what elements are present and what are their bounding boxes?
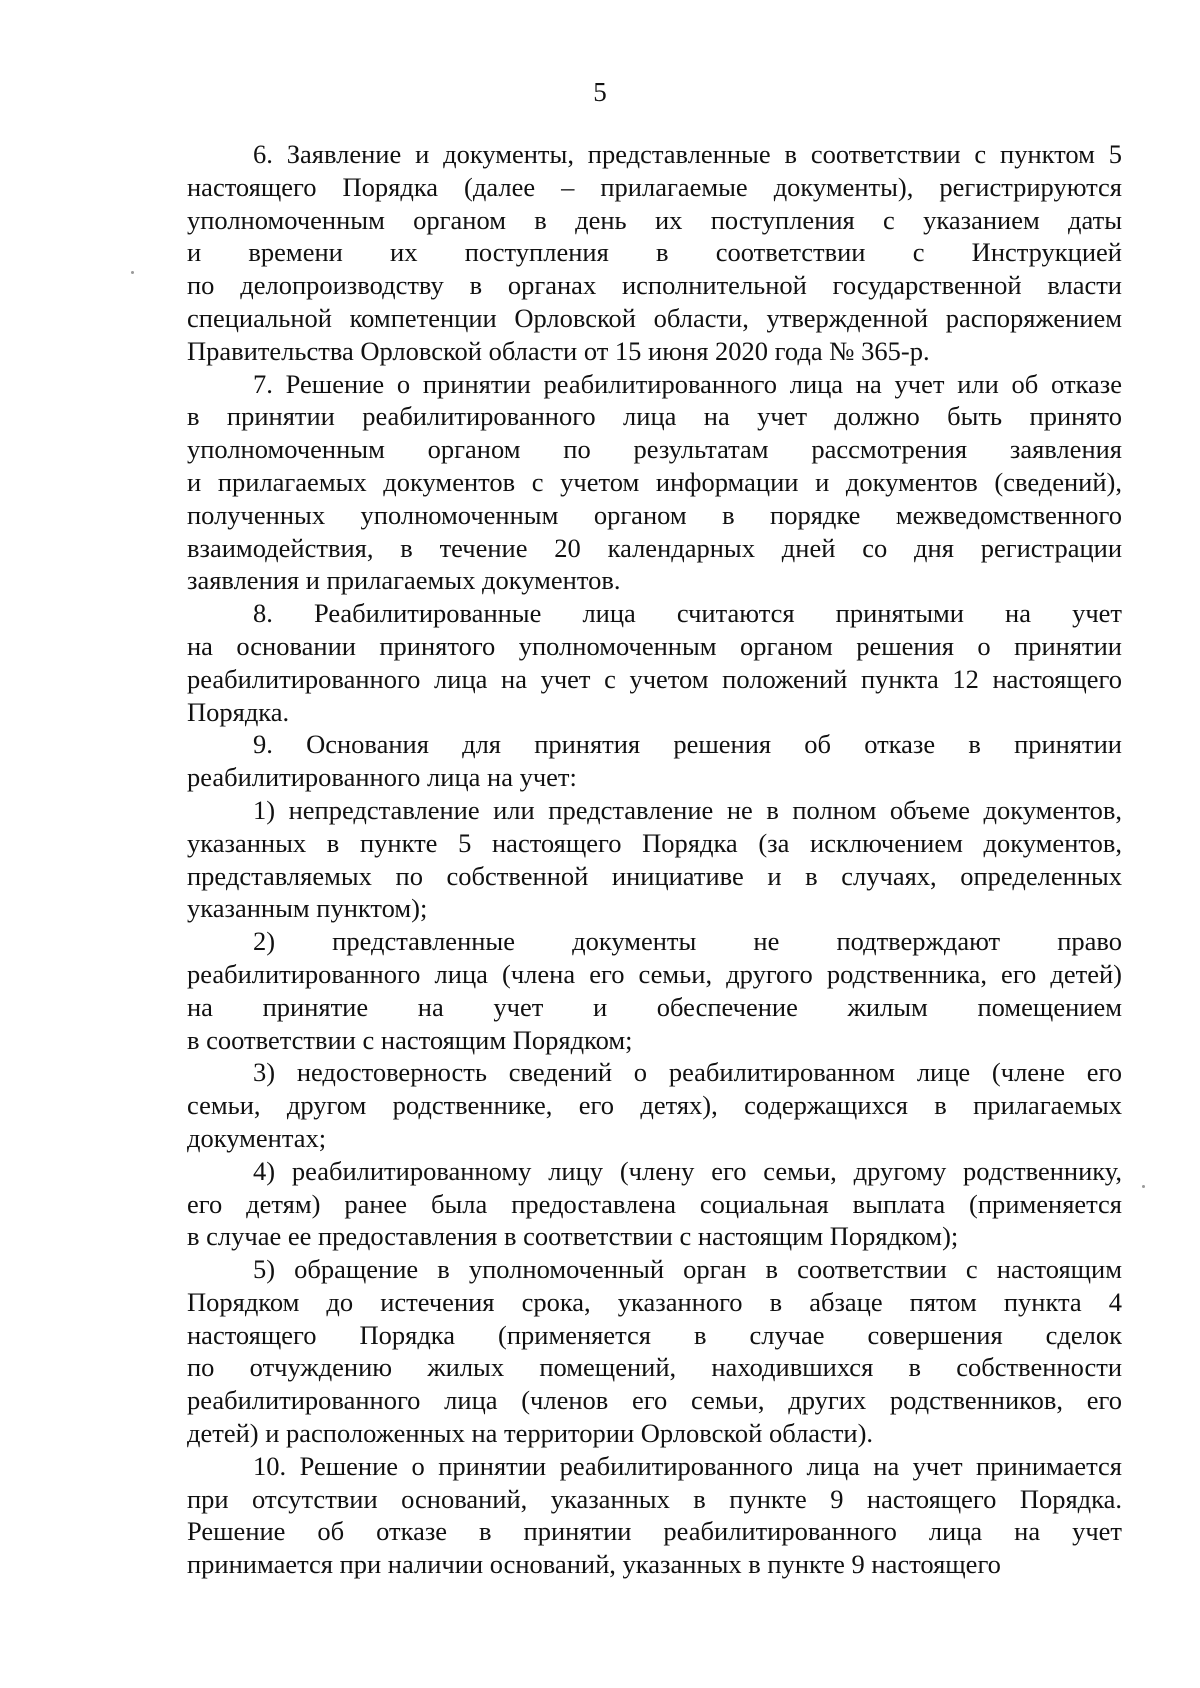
text-line: настоящего Порядка (применяется в случае совершения сделок	[187, 1319, 1122, 1350]
text-line: в случае ее предоставления в соответствии с настоящим Порядком);	[187, 1221, 959, 1252]
text-line: 6. Заявление и документы, представленные в соответствии с пунктом 5	[253, 139, 1122, 169]
paragraph	[187, 1155, 1122, 1253]
text-line: 2) представленные документы не подтверждают право	[253, 926, 1122, 957]
paragraph	[187, 1253, 1122, 1450]
text-line: принимается при наличии оснований, указанных в пункте 9 настоящего	[187, 1549, 1001, 1580]
text-line: 8. Реабилитированные лица считаются принятыми на учет	[253, 598, 1122, 629]
text-line: в принятии реабилитированного лица на учет должно быть принято	[187, 401, 1122, 432]
paragraph	[187, 138, 1122, 368]
text-line: 3) недостоверность сведений о реабилитированном лице (члене его	[253, 1057, 1122, 1088]
text-line: и времени их поступления в соответствии с Инструкцией	[187, 237, 1122, 268]
scan-speck	[131, 271, 134, 274]
text-line: Правительства Орловской области от 15 июня 2020 года № 365-р.	[187, 335, 930, 366]
text-line: Решение об отказе в принятии реабилитированного лица на учет	[187, 1516, 1122, 1547]
text-line: специальной компетенции Орловской области, утвержденной распоряжением	[187, 302, 1122, 333]
text-line: по отчуждению жилых помещений, находившихся в собственности	[187, 1352, 1122, 1383]
text-line: в соответствии с настоящим Порядком;	[187, 1024, 633, 1055]
text-line: по делопроизводству в органах исполнительной государственной власти	[187, 270, 1122, 301]
text-line: детей) и расположенных на территории Орловской области).	[187, 1418, 874, 1449]
paragraph	[187, 1450, 1122, 1581]
text-line: 1) непредставление или представление не в полном объеме документов,	[253, 794, 1122, 825]
text-line: 5) обращение в уполномоченный орган в соответствии с настоящим	[253, 1254, 1122, 1285]
text-line: реабилитированного лица на учет:	[187, 762, 577, 793]
text-line: документах;	[187, 1122, 327, 1153]
text-line: семьи, другом родственнике, его детях), содержащихся в прилагаемых	[187, 1090, 1122, 1121]
text-line: Порядка.	[187, 696, 290, 727]
text-line: реабилитированного лица на учет с учетом положений пункта 12 настоящего	[187, 663, 1122, 694]
text-line: 4) реабилитированному лицу (члену его семьи, другому родственнику,	[253, 1155, 1122, 1186]
text-line: при отсутствии оснований, указанных в пункте 9 настоящего Порядка.	[187, 1483, 1122, 1514]
text-line: его детям) ранее была предоставлена социальная выплата (применяется	[187, 1188, 1122, 1219]
text-line: взаимодействия, в течение 20 календарных дней со дня регистрации	[187, 532, 1122, 563]
page-number: 5	[593, 77, 607, 107]
text-line: заявления и прилагаемых документов.	[187, 565, 621, 596]
text-line: указанным пунктом);	[187, 893, 428, 924]
text-line: реабилитированного лица (членов его семьи, других родственников, его	[187, 1385, 1122, 1416]
text-line: 9. Основания для принятия решения об отказе в принятии	[253, 729, 1122, 760]
text-line: уполномоченным органом в день их поступления с указанием даты	[187, 204, 1122, 235]
paragraph	[187, 728, 1122, 794]
paragraph	[187, 794, 1122, 925]
paragraph	[187, 1056, 1122, 1154]
document-body	[187, 138, 1122, 1581]
text-line: уполномоченным органом по результатам рассмотрения заявления	[187, 434, 1122, 465]
text-line: указанных в пункте 5 настоящего Порядка (за исключением документов,	[187, 827, 1122, 858]
text-line: и прилагаемых документов с учетом информации и документов (сведений),	[187, 466, 1122, 497]
text-line: полученных уполномоченным органом в порядке межведомственного	[187, 499, 1122, 530]
text-line: 10. Решение о принятии реабилитированного лица на учет принимается	[253, 1450, 1122, 1481]
text-line: Порядком до истечения срока, указанного в абзаце пятом пункта 4	[187, 1286, 1122, 1317]
text-line: представляемых по собственной инициативе и в случаях, определенных	[187, 860, 1122, 891]
text-line: 7. Решение о принятии реабилитированного лица на учет или об отказе	[253, 368, 1122, 399]
scan-speck	[1142, 1185, 1145, 1188]
paragraph	[187, 597, 1122, 728]
text-line: настоящего Порядка (далее – прилагаемые документы), регистрируются	[187, 171, 1122, 202]
text-line: на основании принятого уполномоченным органом решения о принятии	[187, 630, 1122, 661]
paragraph	[187, 368, 1122, 598]
paragraph	[187, 925, 1122, 1056]
text-line: на принятие на учет и обеспечение жилым помещением	[187, 991, 1122, 1022]
text-line: реабилитированного лица (члена его семьи, другого родственника, его детей)	[187, 958, 1122, 989]
